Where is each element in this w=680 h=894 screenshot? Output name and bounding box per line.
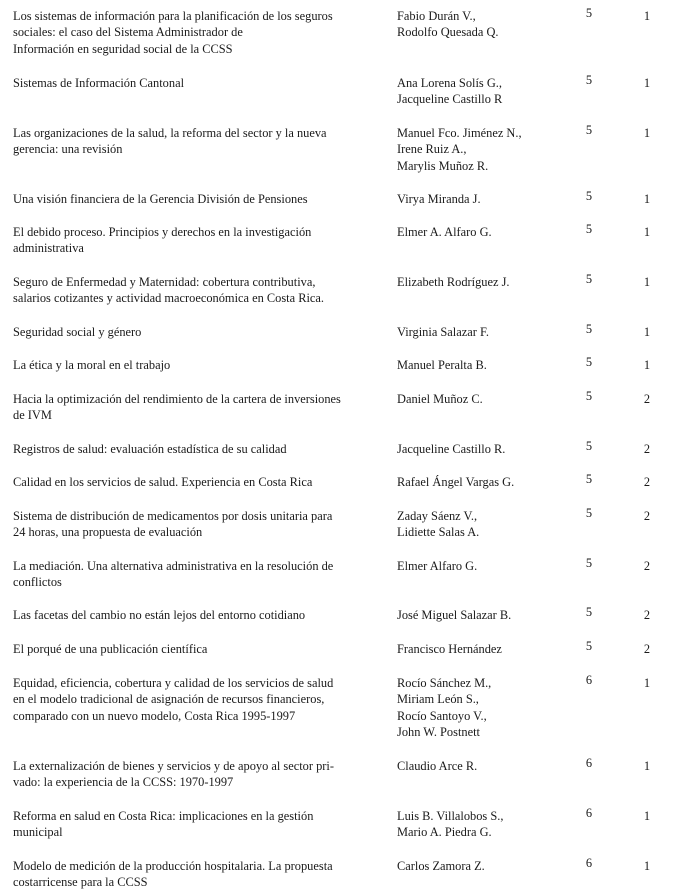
entry-number: 1 [643,225,651,239]
entry-title: Registros de salud: evaluación estadística de su calidad [13,442,287,456]
entry-title: Las facetas del cambio no están lejos del entorno cotidiano [13,608,306,622]
entry-number: 2 [643,608,651,622]
entry-volume: 5 [585,389,593,403]
entry-number: 2 [643,509,651,523]
entry-authors: Claudio Arce R. [397,759,478,773]
entry-volume: 5 [585,272,593,286]
entry-authors: Fabio Durán V., Rodolfo Quesada Q. [397,9,499,40]
entry-title: Una visión financiera de la Gerencia División de Pensiones [13,192,308,206]
entry-authors: Virya Miranda J. [397,192,481,206]
entry-number: 1 [643,759,651,773]
entry-authors: José Miguel Salazar B. [397,608,512,622]
entry-number: 1 [643,126,651,140]
entry-number: 1 [643,76,651,90]
entry-title: Seguro de Enfermedad y Maternidad: cobertura contributiva, salarios cotizantes y actividad macroeconómica en Costa Rica. [13,275,325,306]
entry-authors: Virginia Salazar F. [397,325,489,339]
entry-volume: 6 [585,756,593,770]
entry-volume: 5 [585,123,593,137]
entry-volume: 5 [585,189,593,203]
entry-authors: Zaday Sáenz V., Lidiette Salas A. [397,509,480,540]
entry-title: Sistemas de Información Cantonal [13,76,185,90]
entry-title: La ética y la moral en el trabajo [13,358,171,372]
entry-authors: Ana Lorena Solís G., Jacqueline Castillo R [397,76,503,107]
entry-number: 2 [643,559,651,573]
entry-volume: 6 [585,806,593,820]
entry-title: Las organizaciones de la salud, la reforma del sector y la nueva gerencia: una revisión [13,126,327,157]
entry-title: El debido proceso. Principios y derechos en la investigación administrativa [13,225,312,256]
entry-authors: Daniel Muñoz C. [397,392,483,406]
entry-volume: 6 [585,673,593,687]
entry-number: 1 [643,859,651,873]
entry-number: 1 [643,9,651,23]
entry-authors: Elizabeth Rodríguez J. [397,275,510,289]
entry-title: Seguridad social y género [13,325,142,339]
entry-title: Sistema de distribución de medicamentos por dosis unitaria para 24 horas, una propuesta de evaluación [13,509,333,540]
entry-authors: Luis B. Villalobos S., Mario A. Piedra G. [397,809,504,840]
entry-number: 1 [643,192,651,206]
entry-volume: 5 [585,472,593,486]
entry-volume: 5 [585,439,593,453]
entry-number: 2 [643,642,651,656]
entry-title: Calidad en los servicios de salud. Experiencia en Costa Rica [13,475,313,489]
entry-title: La externalización de bienes y servicios y de apoyo al sector pri- vado: la experiencia de la CCSS: 1970-1997 [13,759,334,790]
entry-authors: Manuel Fco. Jiménez N., Irene Ruiz A., Marylis Muñoz R. [397,126,522,173]
entry-authors: Elmer A. Alfaro G. [397,225,492,239]
entry-title: Equidad, eficiencia, cobertura y calidad de los servicios de salud en el modelo tradicional de asignación de recursos financieros, comparado con un nuevo modelo, Costa Rica 1995-1997 [13,676,334,723]
entry-authors: Rafael Ángel Vargas G. [397,475,515,489]
entry-title: La mediación. Una alternativa administrativa en la resolución de conflictos [13,559,334,590]
entry-number: 1 [643,676,651,690]
entry-volume: 5 [585,605,593,619]
entry-number: 1 [643,275,651,289]
entry-authors: Elmer Alfaro G. [397,559,478,573]
entry-number: 1 [643,358,651,372]
entry-authors: Carlos Zamora Z. [397,859,485,873]
entry-authors: Francisco Hernández [397,642,502,656]
entry-number: 1 [643,809,651,823]
entry-volume: 5 [585,355,593,369]
entry-authors: Manuel Peralta B. [397,358,487,372]
entry-title: Reforma en salud en Costa Rica: implicaciones en la gestión municipal [13,809,314,840]
entry-number: 1 [643,325,651,339]
entry-title: Modelo de medición de la producción hospitalaria. La propuesta costarricense para la CCSS [13,859,333,890]
entry-authors: Jacqueline Castillo R. [397,442,506,456]
entry-number: 2 [643,442,651,456]
entry-number: 2 [643,392,651,406]
entry-volume: 5 [585,639,593,653]
entry-title: El porqué de una publicación científica [13,642,208,656]
entry-authors: Rocío Sánchez M., Miriam León S., Rocío Santoyo V., John W. Postnett [397,676,492,740]
entry-volume: 5 [585,556,593,570]
entry-volume: 5 [585,322,593,336]
entry-volume: 5 [585,73,593,87]
entry-volume: 6 [585,856,593,870]
entry-volume: 5 [585,222,593,236]
entry-number: 2 [643,475,651,489]
entry-title: Hacia la optimización del rendimiento de la cartera de inversiones de IVM [13,392,341,423]
entry-volume: 5 [585,6,593,20]
entry-volume: 5 [585,506,593,520]
entry-title: Los sistemas de información para la planificación de los seguros sociales: el caso del Sistema Administrador de Información en seguridad social de la CCSS [13,9,333,56]
